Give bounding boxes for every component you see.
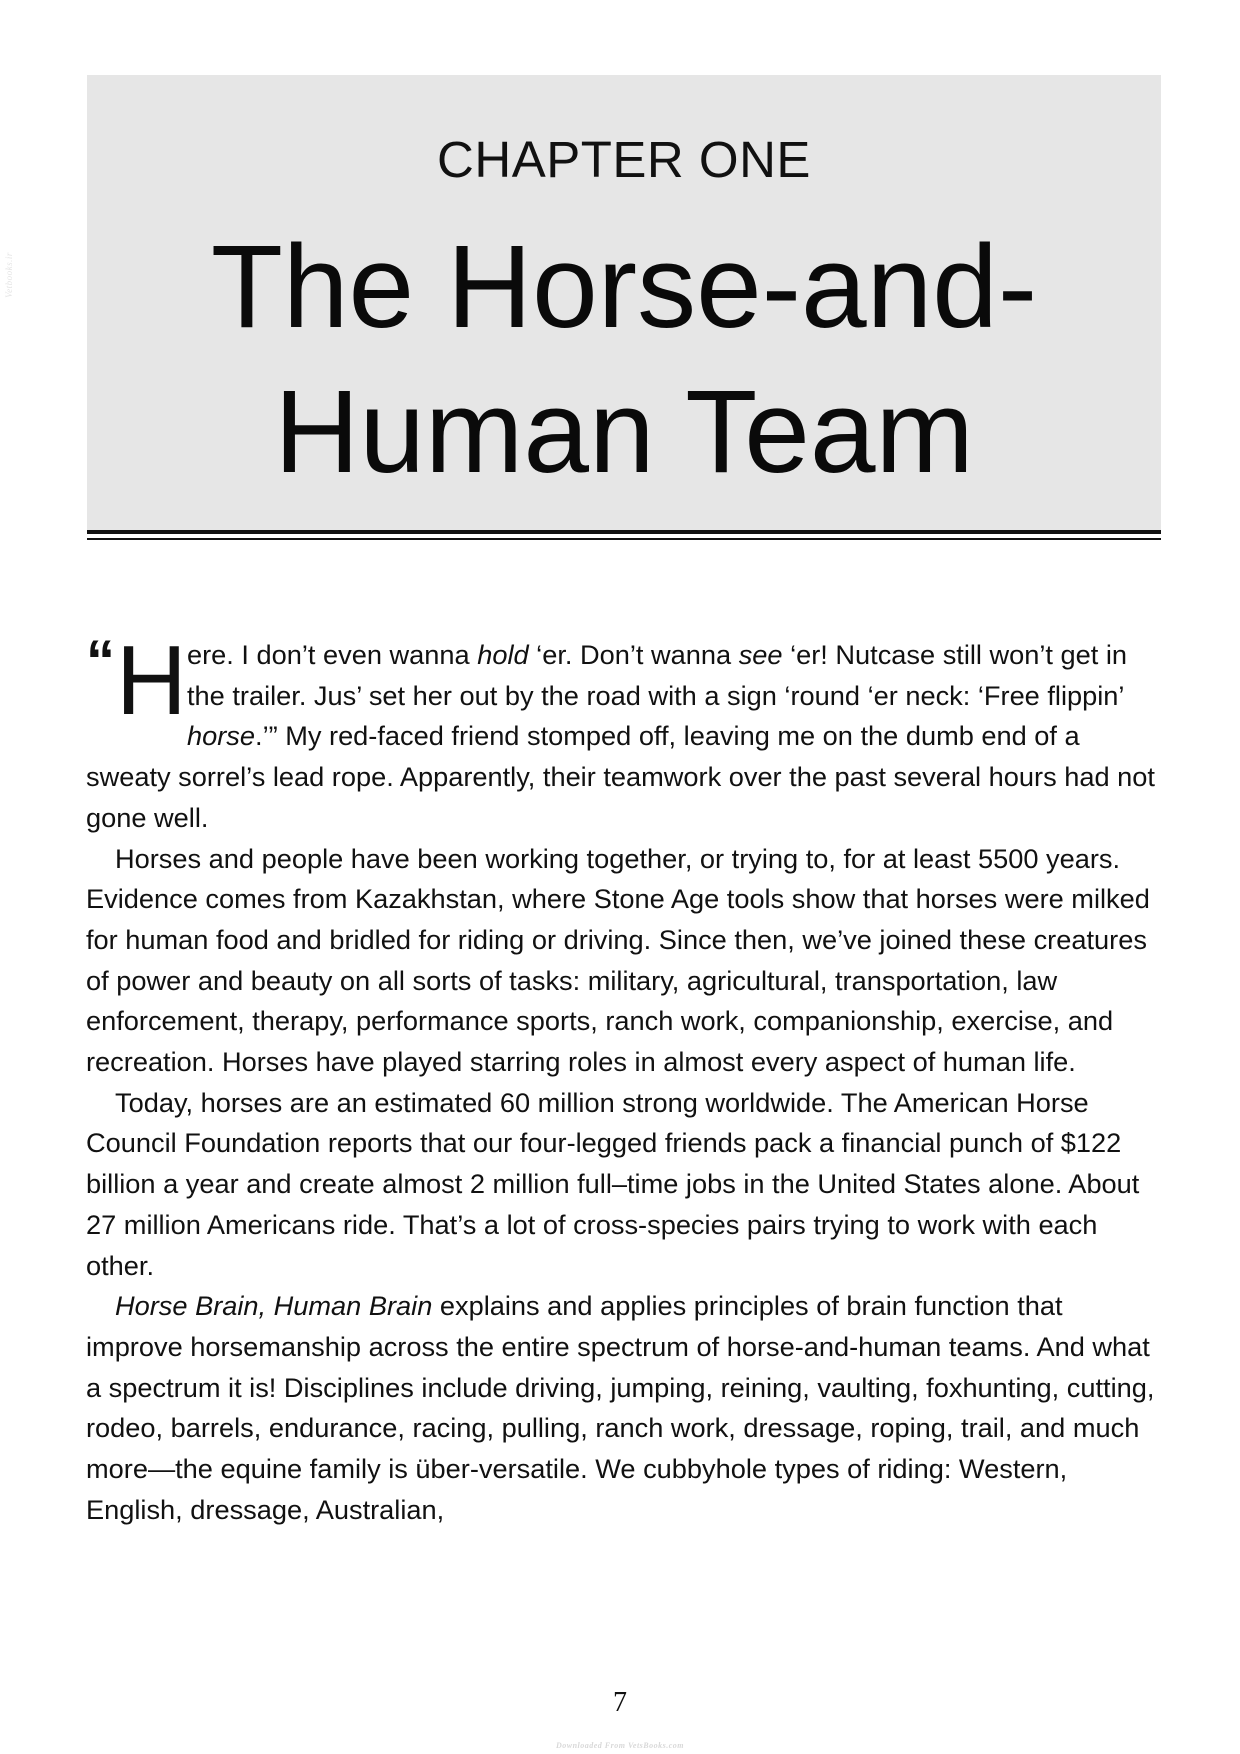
footer-watermark: Downloaded From VetsBooks.com — [555, 1741, 685, 1750]
text-run: ‘er. Don’t wanna — [528, 639, 739, 670]
paragraph-1 — [86, 625, 1166, 839]
chapter-label: CHAPTER ONE — [437, 131, 811, 188]
chapter-title — [87, 215, 1161, 505]
chapter-header — [87, 75, 1161, 530]
italic-run: see — [738, 639, 783, 670]
header-rule-thin — [87, 538, 1161, 540]
text-run: ere. I don’t even wanna — [187, 639, 478, 670]
page-number: 7 — [613, 1687, 627, 1718]
text-run: ‘er! Nutcase still won’t get in the trailer. Jus’ set her out by the road with a sign ‘round ‘er neck: ‘Free flippin’ — [187, 639, 1128, 711]
side-watermark: Vetbooks.ir — [3, 252, 14, 298]
chapter-title-line-2: Human Team — [274, 366, 974, 498]
italic-run: Horse Brain, Human Brain — [115, 1290, 433, 1322]
drop-cap-quote: “ — [86, 629, 115, 694]
drop-cap — [86, 625, 187, 735]
paragraph-4 — [86, 1286, 1166, 1530]
text-run: explains and applies principles of brain function that improve horsemanship across the entire spectrum of horse-and-human teams. And what a spectrum it is! Disciplines include driving, jumping, reining, vaulting, foxhunting, cutting, rodeo, barrels, endurance, racing, pulling, ranch work, dressage, roping, trail, and much more—the equine family is über-versatile. We cubbyhole types of riding: Western, English, dressage, Australian, — [86, 1290, 1155, 1525]
drop-cap-letter: H — [116, 625, 187, 735]
paragraph-3 — [86, 1083, 1166, 1287]
text-run: .’” My red-faced friend stomped off, leaving me on the dumb end of a sweaty sorrel’s lead rope. Apparently, their teamwork over the past several hours had not gone well. — [86, 720, 1155, 833]
chapter-body — [86, 625, 1166, 1530]
text-run: Today, horses are an estimated 60 million strong worldwide. The American Horse Council Foundation reports that our four-legged friends pack a financial punch of $122 billion a year and create almost 2 million full–time jobs in the United States alone. About 27 million Americans ride. That’s a lot of cross-species pairs trying to work with each other. — [86, 1086, 1140, 1281]
text-run: Horses and people have been working together, or trying to, for at least 5500 years. Evidence comes from Kazakhstan, where Stone Age tools show that horses were milked for human food and bridled for riding or driving. Since then, we’ve joined these creatures of power and beauty on all sorts of tasks: military, agricultural, transportation, law enforcement, therapy, performance sports, ranch work, companionship, exercise, and recreation. Horses have played starring roles in almost every aspect of human life. — [86, 842, 1150, 1078]
italic-run: horse — [187, 720, 256, 752]
header-rule-thick — [87, 530, 1161, 534]
italic-run: hold — [477, 639, 529, 670]
paragraph-2 — [86, 839, 1166, 1083]
chapter-title-line-1: The Horse-and- — [210, 221, 1038, 353]
